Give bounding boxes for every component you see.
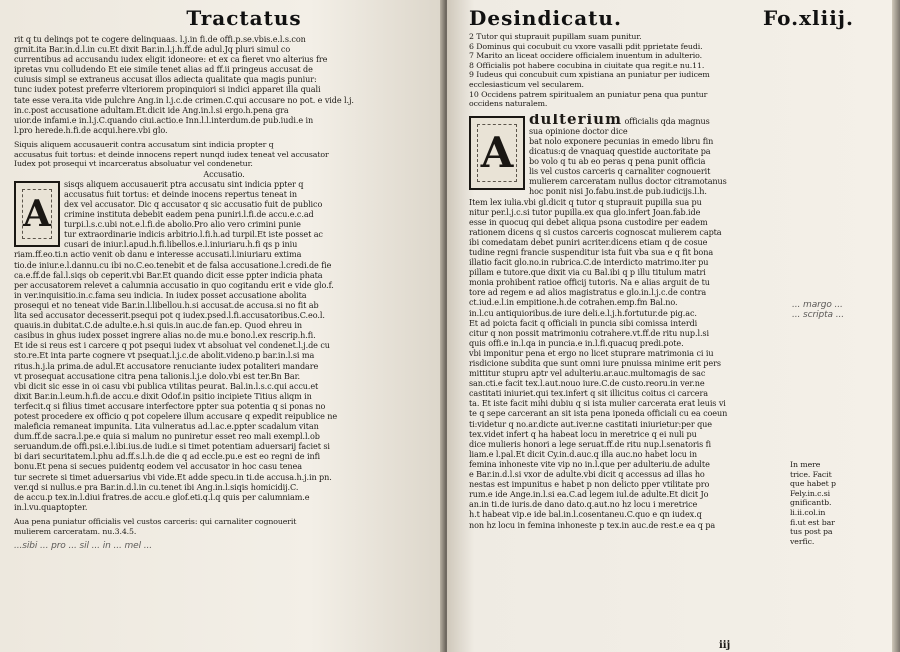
- text-line: rationem dicens q si custos carceris cognoscat mulierem capta: [469, 226, 722, 237]
- page-edge: [892, 0, 900, 652]
- summary-item: 10 Occidens patrem spiritualem an puniatur pena qua puntur: [469, 89, 708, 99]
- handwriting-line: ... scripta ...: [792, 310, 844, 321]
- text-line: vt prosequat accusatione citra pena talionis.l.j.e dolo.vbi est ter.Bn Bar.: [14, 370, 300, 381]
- handwritten-annotation: ...sibi ... pro ... sil ... in ... mel ...: [14, 541, 153, 552]
- text-line: uior.de infami.e in.l.j.C.quando ciui.actio.e Inn.l.l.interdum.de pub.iudi.e in: [14, 114, 314, 125]
- text-line: rit q tu delinqs pot te cogere delinquaas. l.j.in fi.de offi.p.se.vbis.e.l.s.con: [14, 34, 306, 44]
- text-line: Et ide si reus est i carcere q pot psequi iudex vt absoluat vel condenet.l.j.de cu: [14, 340, 330, 351]
- section-caption: Accusatio.: [203, 168, 245, 179]
- text-line: dum.ff.de sacra.l.pe.e quia si malum no puniretur esset reo mali exempl.l.ob: [14, 431, 320, 442]
- text-line: riam.ff.eo.ti.n actio venit ob danu e interesse accusati.l.iniuriaru extima: [14, 249, 302, 260]
- text-line: h.t habeat vip.e ide bal.in.l.cosentaneu.C.quo e qn iudex.q: [469, 509, 702, 520]
- text-line: ct.iud.e.l.in empitione.h.de cotrahen.emp.fm Bal.no.: [469, 297, 678, 308]
- text-line: accusatus fuit tortus: et deinde inocens repertus teneat in: [64, 188, 297, 199]
- text-line: ibi comedatam debet puniri acriter.dicens etiam q de cosue: [469, 236, 708, 247]
- text-line: bo volo q tu ab eo peras q pena punit officia: [529, 156, 706, 167]
- right-summary-list: [469, 32, 894, 109]
- text-line: crimine instituta debebit eadem pena puniri.l.fi.de accu.e.c.ad: [64, 209, 314, 220]
- opening-line: officialis qda magnus: [624, 115, 710, 126]
- text-line: san.cti.e facit tex.l.aut.nouo iure.C.de custo.reoru.in ver.ne: [469, 378, 705, 389]
- handwriting-line: ... margo ...: [792, 300, 843, 310]
- text-line: in.c.post accusatione adultam.Et.dicit ide Ang.in.l.si ergo.h.pena gra: [14, 104, 289, 115]
- text-line: risdicione subdita que sunt omni iure pnuissa minime erit pers: [469, 358, 721, 368]
- text-line: illatio facit glo.no.in rubrica.C.de interdicto matrimo.iter pu: [469, 257, 709, 268]
- text-line: prosequi et no teneat vide Bar.in.l.libellou.h.si accusat.de accusa.si no fit ab: [14, 299, 319, 310]
- text-line: citur q non possit matrimoniu cotrahere.vt.ff.de ritu nup.l.si: [469, 327, 709, 338]
- margin-note-line: fi.ut est bar: [790, 517, 835, 527]
- text-line: tur secrete si timet aduersarius vbi vide.Et adde specu.in ti.de accusa.h.j.in pn.: [14, 471, 332, 482]
- text-line: nitur per.l.j.c.si tutor pupilla.ex qua glo.infert Joan.fab.ide: [469, 206, 701, 217]
- illuminated-initial-right: A: [469, 116, 525, 190]
- text-line: te q sepe carcerant an sit ista pena iponeda officiali cu ea coeun: [469, 408, 728, 419]
- text-line: casibus in ghus iudex posset ingrere alias no.de mu.e bono.l.ex rescrip.h.fi.: [14, 330, 316, 341]
- text-line: potest procedere ex officio q pot copelere illum accusare q expedit reipublice ne: [14, 410, 338, 421]
- left-text-block-3: [14, 270, 434, 512]
- text-line: tunc iudex potest preferre vlteriorem propinquiori si indici apparet illa quali: [14, 84, 321, 95]
- text-line: hoc ponit nisi Jo.fabu.inst.de pub.iudicijs.l.h.: [529, 186, 707, 197]
- text-line: nestas est impunitus e habet p non delicto pper vtilitate pro: [469, 479, 710, 490]
- summary-item: occidens naturalem.: [469, 99, 548, 109]
- text-line: in.l.vu.quaptopter.: [14, 501, 88, 512]
- left-page-heading: Tractatus: [186, 6, 302, 30]
- illuminated-initial: A: [14, 181, 60, 247]
- text-line: tur extraordinarie indicis arbitrio.l.fi.h.ad turpil.Et iste posset ac: [64, 229, 323, 240]
- text-line: ipretas vnu colludendo Et eie simile tenet alias ad ff.ii pringeus accusat de: [14, 64, 313, 75]
- text-line: ver.qd si nullus.e pra Bar.in.d.l.in cu.tenet ibi Ang.in.l.siqis homicidij.C.: [14, 481, 299, 492]
- text-line: femina inhoneste vite vip no in.l.que per adulteriu.de adulte: [469, 458, 710, 469]
- signature-mark: iij: [719, 640, 731, 651]
- opening-word: dulterium: [529, 113, 622, 126]
- text-line: lis vel custos carceris q carnaliter cognouerit: [529, 166, 711, 177]
- folio-number: Fo.xliij.: [763, 6, 854, 30]
- margin-note-line: trice. Facit: [790, 469, 832, 479]
- margin-note-line: verfic.: [790, 536, 815, 546]
- summary-item: ecclesiasticum vel secularem.: [469, 79, 584, 89]
- text-line: sto.re.Et inta parte cognere vt psequat.l.j.c.de abolit.videno.p bar.in.l.si ma: [14, 350, 315, 361]
- text-line: bonu.Et pena si secues puidentq eodem vel accusator in hoc casu tenea: [14, 461, 302, 472]
- margin-note-line: tus post pa: [790, 527, 833, 537]
- text-line: tore ad regem e ad alios magistratus e glo.in.l.j.c.de contra: [469, 287, 707, 298]
- text-line: lita sed accusator decesserit.psequi pot q iudex.psed.l.fi.accusatoribus.C.eo.l.: [14, 310, 325, 321]
- summary-item: 6 Dominus qui cocubuit cu vxore vasalli pdit pprietate feudi.: [469, 41, 703, 51]
- text-line: in ver.inquisitio.in.c.fama seu indicia. In iudex posset accusatione abolita: [14, 289, 307, 300]
- right-page-heading: [469, 6, 894, 30]
- left-question-note: [14, 517, 434, 536]
- summary-line: accusatus fuit tortus: et deinde innocens repert nunqd iudex teneat vel accusator: [14, 149, 329, 159]
- text-line: dicatus:q de vnaquaq questide auctoritate pa: [529, 146, 711, 157]
- running-title: Desindicatu.: [469, 6, 622, 30]
- text-line: sisqs aliquem accusauerit ptra accusatu sint indicia ppter q: [64, 178, 304, 189]
- text-line: ritus.h.j.la prima.de adul.Et accusatore renuciante iudex potaliteri mandare: [14, 360, 319, 371]
- text-line: turpi.l.s.c.ubi not.e.l.fi.de abolio.Pro alio vero crimini punie: [64, 219, 301, 230]
- question-line: mulierem carceratam. nu.3.4.5.: [14, 526, 137, 536]
- text-line: tio.de iniur.e.l.dannu.cu ibi no.C.eo.tenebit et de falsa accusatione.l.credi.de fie: [14, 259, 332, 270]
- text-line: ta. Et iste facit mihi dubiu q si ista mulier carcerata erat leuis vi: [469, 398, 726, 409]
- summary-line: Siquis aliquem accusauerit contra accusatum sint indicia propter q: [14, 139, 274, 149]
- right-page: [447, 0, 900, 652]
- text-line: bi dari securitatem.l.phu ad.ff.s.l.h.de die q ad eccle.pu.e est eo regni de infi: [14, 451, 320, 462]
- left-text-block-2: [14, 179, 434, 270]
- question-line: Aua pena puniatur officialis vel custos carceris: qui carnaliter cognouerit: [14, 516, 297, 526]
- summary-item: 2 Tutor qui stuprauit pupillam suam punitur.: [469, 32, 642, 41]
- text-line: cuiusis simpl se extraneus accusat illos adiecta qualitate qua magis puniur:: [14, 74, 317, 85]
- text-line: sua opinione doctor dice: [529, 125, 628, 136]
- text-line: de accu.p tex.in.l.diui fratres.de accu.e glof.eti.q.l.q quis per calumniam.e: [14, 491, 310, 502]
- text-line: rum.e ide Ange.in.l.si ea.C.ad legem iul.de adulte.Et dicit Jo: [469, 489, 709, 500]
- text-line: quauis.in dubitat.C.de adulte.e.h.si quis.in auc.de fan.ep. Quod ehreu in: [14, 320, 303, 331]
- text-line: seruandum.de offi.psi.e.l.ibi.ius.de iudi.e si timet potentiam aduersarij faciet si: [14, 441, 330, 452]
- text-line: per accusatorem relevet a calumnia accusatio in quo cogitandu erit e vide glo.f.: [14, 279, 334, 290]
- text-line: e Bar.in.d.l.si vxor de adulte.vbi dicit q accessus ad illas ho: [469, 469, 705, 480]
- margin-note-line: In mere: [790, 460, 821, 469]
- summary-line: Iudex pot prosequi vt incarceratus absoluatur vel condenetur.: [14, 159, 253, 169]
- text-line: dixit Bar.in.l.eum.h.fi.de accu.e dixit Odof.in psitio incipiete Titius aliqm in: [14, 390, 312, 401]
- text-line: vbi dicit sic esse in oi casu vbi publica vtilitas peurat. Bal.in.l.s.c.qui accu.et: [14, 380, 319, 391]
- summary-item: 7 Marito an liceat occidere officialem inuentum in adulterio.: [469, 51, 703, 61]
- text-line: ti:videtur q no.ar.dicte aut.iver.ne castitati iniurietur:per que: [469, 418, 712, 429]
- text-line: castitati iniuriet.qui tex.infert q sit illicitus coitus ci carcera: [469, 388, 708, 399]
- text-line: esse in quocuq qui debet aliqua psona custodire per eadem: [469, 216, 708, 227]
- text-line: quis offi.e in.l.qa in puncia.e in.l.fi.quacuq predi.pote.: [469, 337, 684, 348]
- summary-item: 9 Iudeus qui concubuit cum xpistiana an puniatur per iudicem: [469, 70, 710, 80]
- right-margin-note: [790, 460, 866, 546]
- text-line: Item lex iulia.vbi gl.dicit q tutor q stuprauit pupilla sua pu: [469, 196, 702, 207]
- text-line: vbi imponitur pena et ergo no licet stuprare matrimonia ci iu: [469, 347, 714, 358]
- text-line: Et ad poicta facit q officiali in puncia sibi comissa interdi: [469, 317, 698, 328]
- margin-note-line: gnificantb.: [790, 498, 832, 508]
- text-line: mulierem carceratam nullus doctor citramotanus: [529, 176, 727, 187]
- text-line: l.pro herede.h.fi.de acqui.here.vbi glo.: [14, 124, 168, 135]
- left-summary-notes: [14, 140, 434, 169]
- text-line: grnit.ita Bar.in.d.l.in cu.Et dixit Bar.in.l.j.h.ff.de adul.Jq pluri simul co: [14, 44, 291, 55]
- margin-note-line: que habet p: [790, 479, 836, 489]
- right-margin-handwriting: [792, 300, 872, 320]
- text-line: tate esse vera.ita vide pulchre Ang.in l.j.c.de crimen.C.qui accusare no pot. e vide l.j.: [14, 94, 354, 105]
- margin-note-line: li.ii.col.in: [790, 507, 826, 517]
- text-line: maleficia remaneat impunita. Lita vulneratus ad.l.ac.e.ppter scadalum vitan: [14, 421, 319, 432]
- text-line: dex vel accusator. Dic q accusator q sic accusatio fuit de publico: [64, 199, 323, 209]
- text-line: monia prohibent ratioe officij tutoris. Na e alias arguit de tu: [469, 277, 710, 288]
- text-line: dice mulieris honori a lege seruat.ff.de ritu nup.l.senatoris fi: [469, 438, 712, 449]
- text-line: in.l.cu antiquioribus.de iure deli.e.l.j.h.fortutur.de pig.ac.: [469, 307, 697, 318]
- illuminated-initial-block: [14, 179, 434, 270]
- left-page: [0, 0, 444, 652]
- margin-note-line: Fely.in.c.si: [790, 488, 831, 498]
- text-line: tex.videt infert q ha habeat locu in meretrice q ei nuli pu: [469, 428, 697, 439]
- summary-item: 8 Officialis pot habere cocubina in ciuitate qua regit.e nu.11.: [469, 60, 705, 70]
- text-line: bat nolo exponere pecunias in emedo libru fin: [529, 135, 714, 146]
- text-line: non hz locu in femina inhoneste p tex.in auc.de rest.e ea q pa: [469, 519, 716, 530]
- text-line: liam.e l.pal.Et dicit Cy.in.d.auc.q illa auc.no habet locu in: [469, 448, 697, 459]
- text-line: tudine regni francie suspenditur ista fuit vba sua e q fit bona: [469, 246, 714, 257]
- text-line: cusari de iniur.l.apud.h.fi.libellos.e.l.iniuriaru.h.fi qs p iniu: [64, 239, 298, 250]
- text-line: an.in ti.de iuris.de dano dato.q.aut.no hz locu i meretrice: [469, 499, 698, 510]
- text-line: ca.e.ff.de fal.l.siqs ob ceperit.vbi Bar.Et quando dicit esse ppter indicia phata: [14, 269, 323, 280]
- text-line: mittitur stupru aptr vel adulteriu.ar.auc.multomagis de sac: [469, 368, 706, 379]
- text-line: pillam e tutore.que dixit via cu Bal.ibi q p illu titulum matri: [469, 267, 706, 278]
- text-line: terfecit.q si filius timet accusare interfectore ppter sua potentia q si ponas no: [14, 400, 326, 411]
- left-text-block-1: [14, 34, 434, 135]
- text-line: currentibus ad accusandu iudex eligit idoneore: et ex ca fieret vno alterius fre: [14, 54, 328, 65]
